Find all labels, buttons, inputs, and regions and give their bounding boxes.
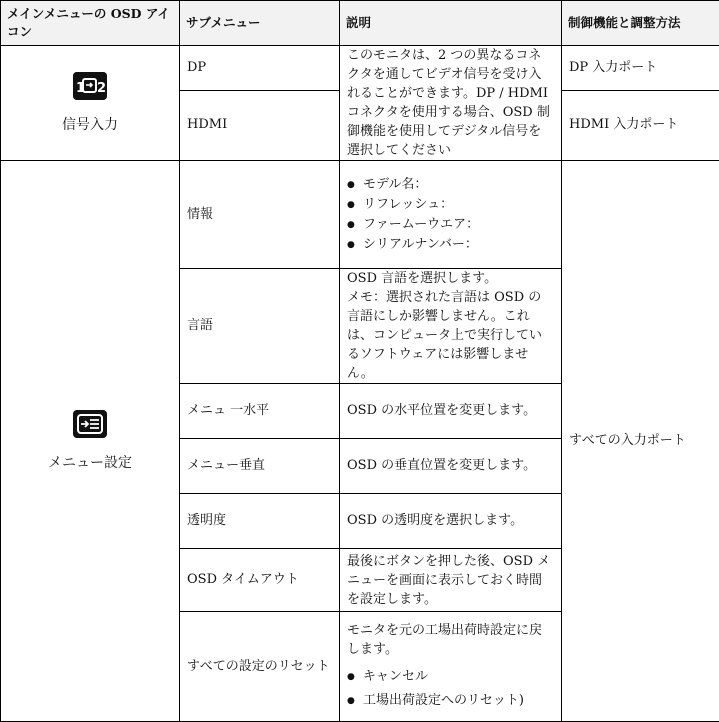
submenu-dp: DP: [180, 46, 340, 91]
list-item: ● モデル名：: [363, 175, 554, 195]
info-description: [340, 161, 562, 269]
menu-horizontal-description: OSD の水平位置を変更します。: [340, 384, 562, 439]
reset-bullet-list: [347, 665, 554, 713]
input-icon-label: 信号入力: [8, 115, 172, 135]
submenu-osd-timeout: OSD タイムアウト: [180, 549, 340, 612]
table-row: [1, 161, 719, 269]
menu-main-cell: [1, 161, 180, 722]
menu-icon-label: メニュー設定: [8, 453, 172, 473]
language-description: [340, 269, 562, 384]
menu-vertical-description: OSD の垂直位置を変更します。: [340, 439, 562, 494]
submenu-info: 情報: [180, 161, 340, 269]
list-item: ● ファームーウエア：: [363, 215, 554, 235]
language-desc-line: OSD 言語を選択します。: [347, 269, 554, 288]
language-desc-note: メモ：選択された言語は OSD の言語にしか影響しません。これは、コンピュータ上で実行しているソフトウェアには影響しません。: [347, 288, 554, 383]
header-description: 説明: [340, 1, 562, 46]
reset-description: [340, 612, 562, 722]
control-hdmi: HDMI 入力ポート: [562, 90, 719, 160]
header-row: [1, 1, 719, 46]
input-description: このモニタは、2 つの異なるコネクタを通してビデオ信号を受け入れることができます。DP / HDMI コネクタを使用する場合、OSD 制御機能を使用してデジタル信号を選択してください: [340, 46, 562, 161]
control-dp: DP 入力ポート: [562, 46, 719, 91]
menu-control-cell: すべての入力ポート: [562, 161, 719, 722]
osd-timeout-description: 最後にボタンを押した後、OSD メニューを画面に表示しておく時間を設定します。: [340, 549, 562, 612]
input-main-cell: [1, 46, 180, 161]
svg-text:1: 1: [76, 81, 85, 96]
header-main-menu: メインメニューの OSD アイコン: [1, 1, 180, 46]
submenu-transparency: 透明度: [180, 494, 340, 549]
info-bullet-list: [347, 175, 554, 255]
submenu-menu-vertical: メニュー垂直: [180, 439, 340, 494]
list-item: ● シリアルナンバー：: [363, 235, 554, 255]
table-row: [1, 46, 719, 91]
header-submenu: サブメニュー: [180, 1, 340, 46]
list-item: ● リフレッシュ：: [363, 195, 554, 215]
input-signal-icon: [73, 72, 107, 100]
submenu-menu-horizontal: メニュ 一水平: [180, 384, 340, 439]
menu-settings-icon: [73, 410, 107, 438]
list-item: ● 工場出荷設定へのリセット): [363, 689, 554, 713]
submenu-reset-all: すべての設定のリセット: [180, 612, 340, 722]
list-item: ● キャンセル: [363, 665, 554, 689]
submenu-hdmi: HDMI: [180, 90, 340, 160]
reset-desc-text: モニタを元の工場出荷時設定に戻します。: [347, 621, 554, 659]
transparency-description: OSD の透明度を選択します。: [340, 494, 562, 549]
submenu-language: 言語: [180, 269, 340, 384]
header-controls: 制御機能と調整方法: [562, 1, 719, 46]
svg-text:2: 2: [97, 81, 106, 96]
